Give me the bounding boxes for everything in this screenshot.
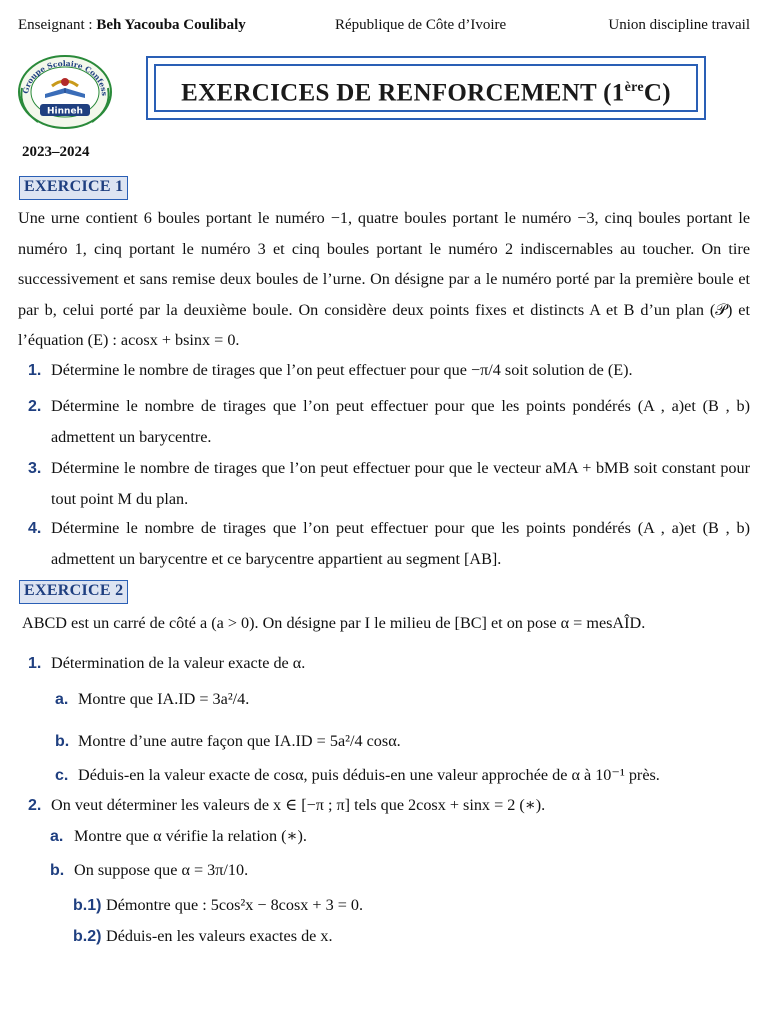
ex2-question-1c: Déduis-en la valeur exacte de cosα, puis déduis-en une valeur approchée de α à 10⁻¹ près. <box>78 766 660 784</box>
ex2-q2a-letter: a. <box>50 828 64 845</box>
country-name: République de Côte d’Ivoire <box>335 17 507 33</box>
title-frame <box>146 56 706 120</box>
ex1-question-3: Détermine le nombre de tirages que l’on peut effectuer pour que le vecteur aMA + bMB soit constant pour tout point M du plan. <box>51 459 750 508</box>
national-motto: Union discipline travail <box>608 17 750 33</box>
ex2-question-2b1: Démontre que : 5cos²x − 8cosx + 3 = 0. <box>106 896 364 914</box>
exercise-2-label: EXERCICE 2 <box>19 580 128 604</box>
ex1-q4-number: 4. <box>28 520 42 537</box>
ex1-question-1: Détermine le nombre de tirages que l’on peut effectuer pour que −π/4 soit solution de (E). <box>51 361 633 379</box>
page-title: EXERCICES DE RENFORCEMENT (1èreC) <box>154 64 698 112</box>
school-year: 2023–2024 <box>22 144 90 160</box>
logo-name: Hinneh <box>47 106 83 117</box>
ex1-q3-number: 3. <box>28 460 42 477</box>
title-superscript: ère <box>624 80 644 95</box>
teacher-line <box>18 17 246 34</box>
ex2-question-1a: Montre que IA.ID = 3a²/4. <box>78 690 250 708</box>
teacher-label: Enseignant : <box>18 17 93 33</box>
exercise-2-intro: ABCD est un carré de côté a (a > 0). On désigne par I le milieu de [BC] et on pose α = mesAÎD. <box>22 614 646 632</box>
ex2-question-2b2: Déduis-en les valeurs exactes de x. <box>106 927 333 945</box>
ex2-q1-number: 1. <box>28 655 42 672</box>
ex2-question-2a: Montre que α vérifie la relation (∗). <box>74 827 307 845</box>
ex2-q1b-letter: b. <box>55 733 70 750</box>
ex2-question-2: On veut déterminer les valeurs de x ∈ [−π ; π] tels que 2cosx + sinx = 2 (∗). <box>51 796 546 814</box>
ex1-q2-number: 2. <box>28 398 42 415</box>
ex1-q1-number: 1. <box>28 362 42 379</box>
teacher-name: Beh Yacouba Coulibaly <box>96 17 246 33</box>
ex2-question-1: Détermination de la valeur exacte de α. <box>51 654 306 672</box>
ex2-q1c-letter: c. <box>55 767 69 784</box>
ex2-q2b-letter: b. <box>50 862 65 879</box>
ex2-q2-number: 2. <box>28 797 42 814</box>
ex2-question-2b: On suppose que α = 3π/10. <box>74 861 249 879</box>
ex2-q2b1-label: b.1) <box>73 897 102 914</box>
exercise-1-label: EXERCICE 1 <box>19 176 128 200</box>
logo-ring-text: Groupe Scolaire Confess <box>21 58 110 97</box>
exercise-1-intro: Une urne contient 6 boules portant le numéro −1, quatre boules portant le numéro −3, cinq boules portant le numéro 1, cinq portant le numéro 3 et cinq boules portant le numéro 2 indiscernables au toucher. On tire successivement et sans remise deux boules de l’urne. On désigne par a le numéro porté par la première boule et par b, celui porté par la deuxième boule. On considère deux points fixes et distincts A et B d’un plan (𝒫) et l’équation (E) : acosx + bsinx = 0. <box>18 209 750 349</box>
school-logo <box>10 48 120 130</box>
ex2-q1a-letter: a. <box>55 691 69 708</box>
ex1-question-2: Détermine le nombre de tirages que l’on peut effectuer pour que les points pondérés (A , a)et (B , b) admettent un barycentre. <box>51 397 750 446</box>
ex1-question-4: Détermine le nombre de tirages que l’on peut effectuer pour que les points pondérés (A , a)et (B , b) admettent un barycentre et ce barycentre appartient au segment [AB]. <box>51 519 750 568</box>
ex2-question-1b: Montre d’une autre façon que IA.ID = 5a²/4 cosα. <box>78 732 401 750</box>
page-header <box>18 17 750 39</box>
ex2-q2b2-label: b.2) <box>73 928 102 945</box>
